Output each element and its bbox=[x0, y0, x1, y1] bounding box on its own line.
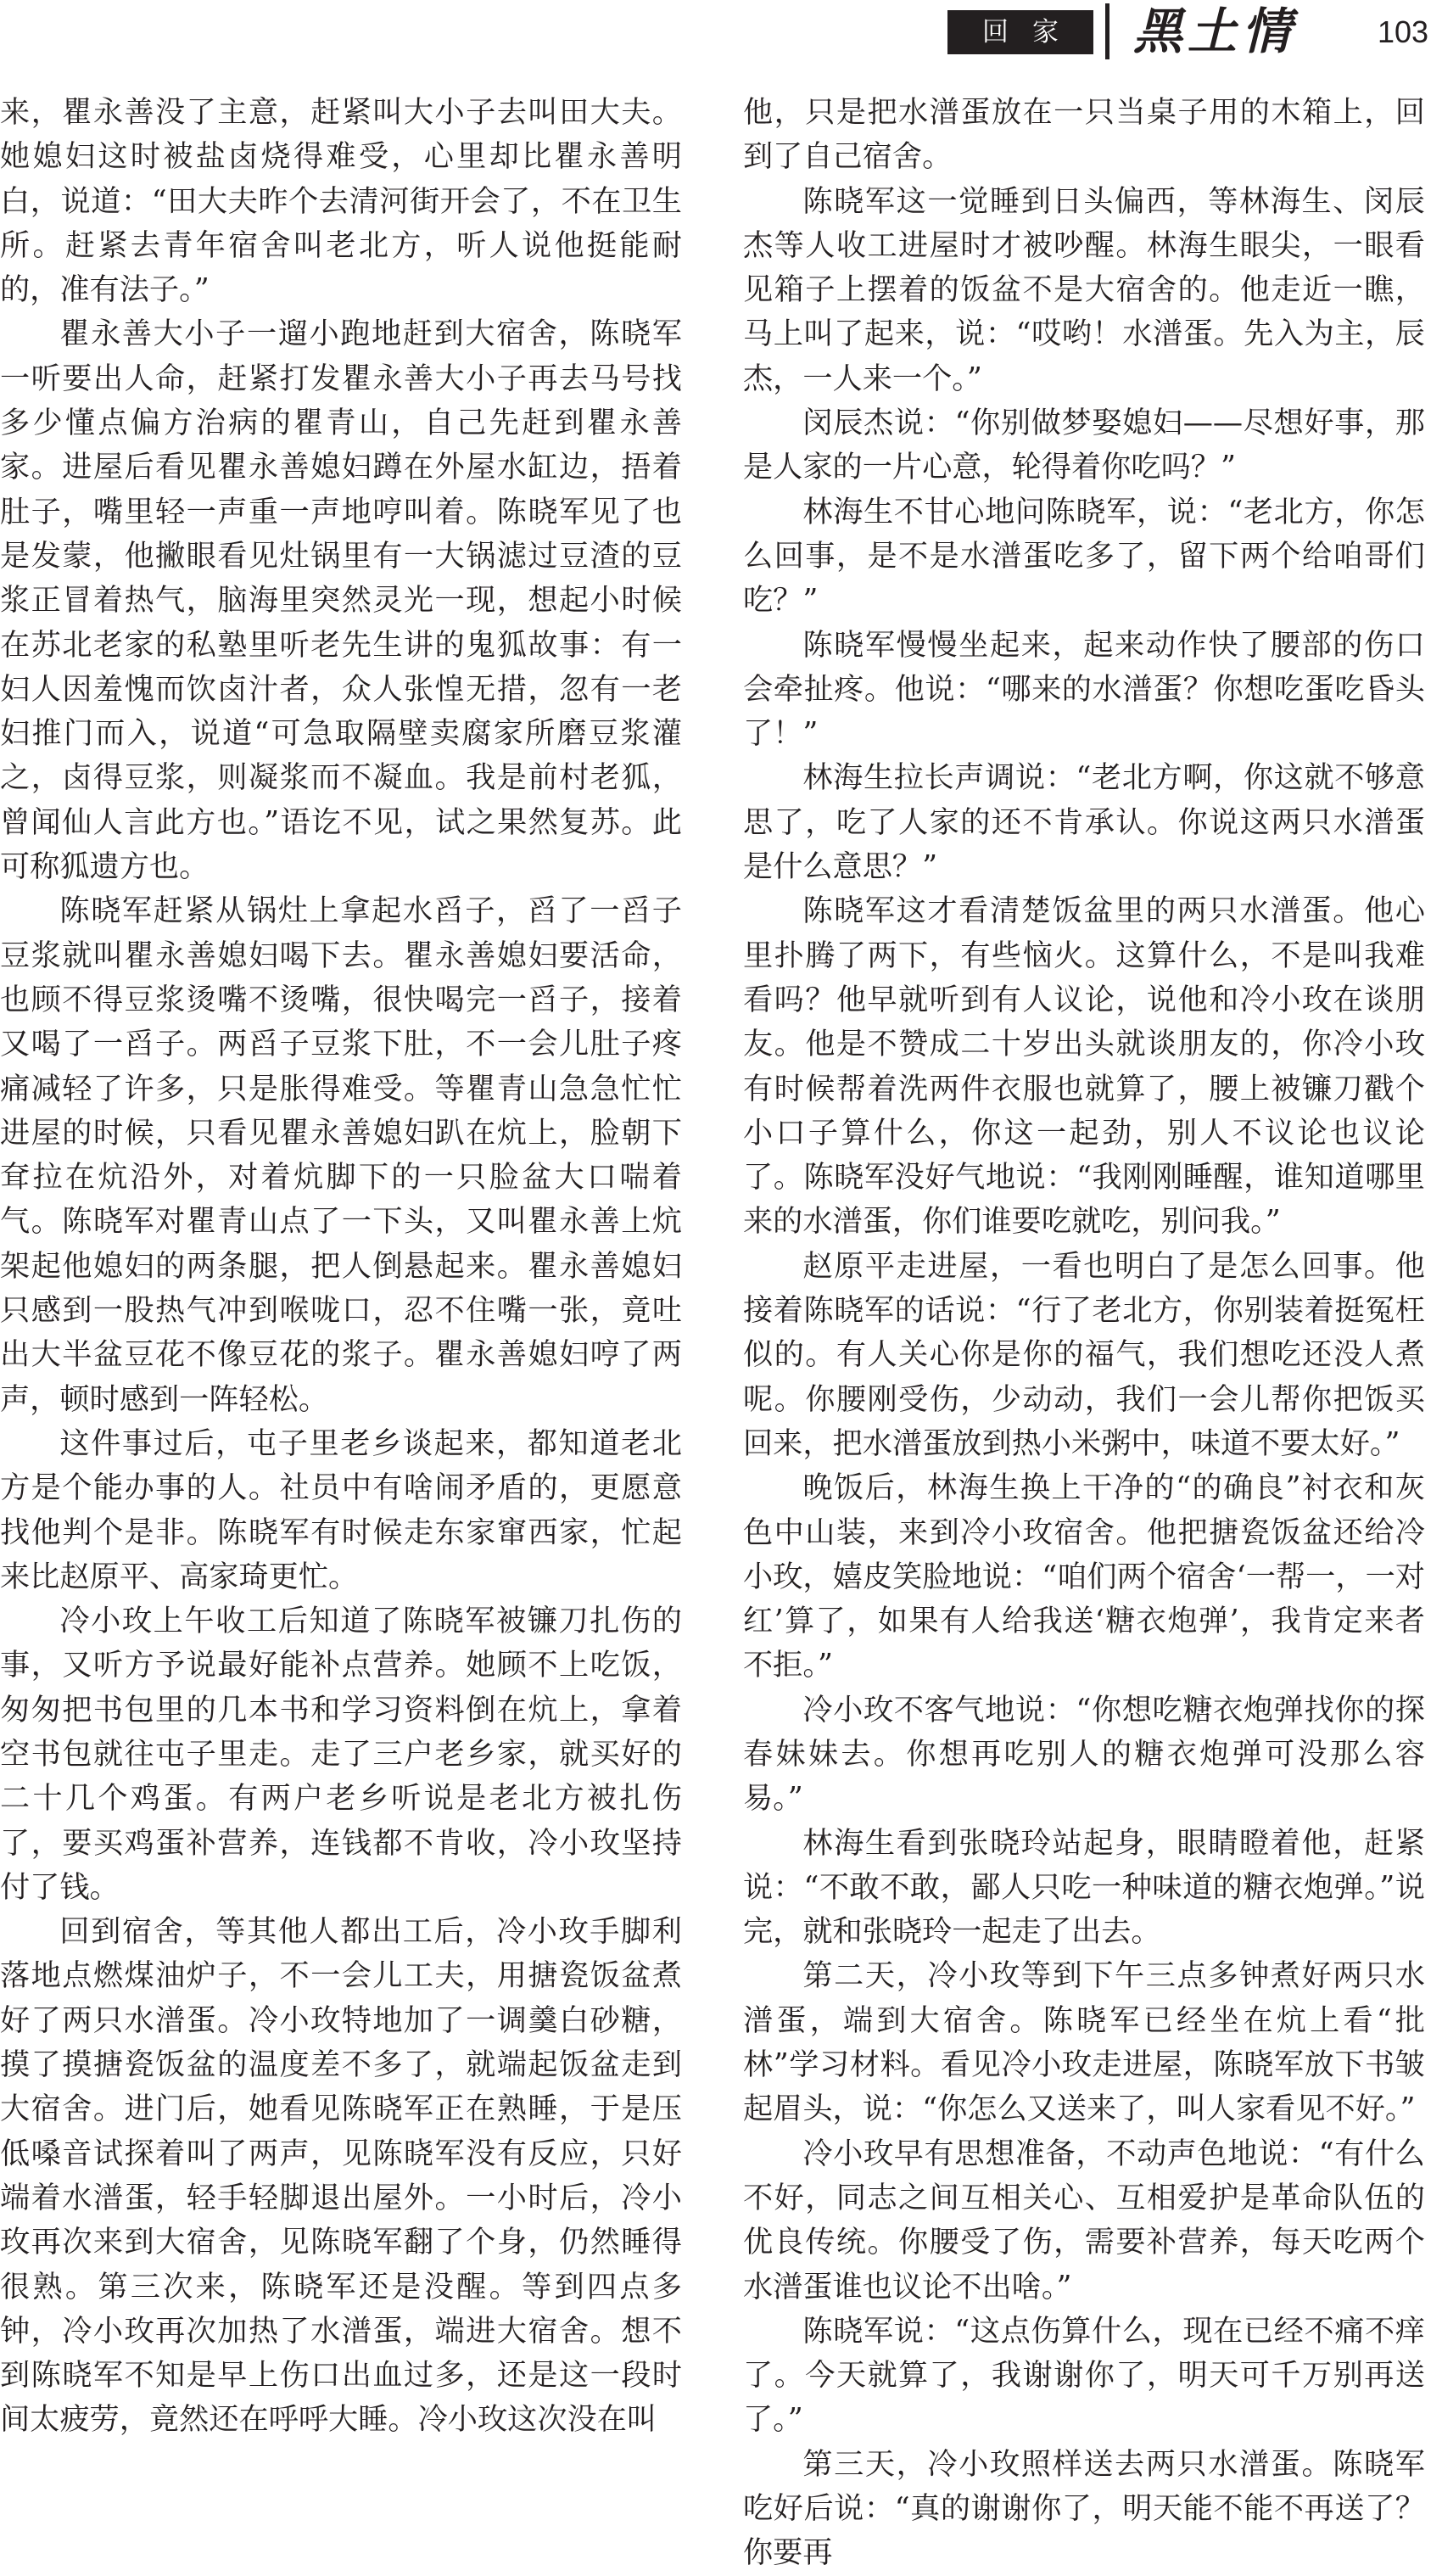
paragraph: 林海生拉长声调说：“老北方啊，你这就不够意思了，吃了人家的还不肯承认。你说这两只水潽蛋是什么意思？” bbox=[743, 760, 1425, 885]
paragraph: 晚饭后，林海生换上干净的“的确良”衬衣和灰色中山装，来到冷小玫宿舍。他把搪瓷饭盆还给冷小玫，嬉皮笑脸地说：“咱们两个宿舍‘一帮一，一对红’算了，如果有人给我送‘糖衣炮弹’，我肯定来者不拒。” bbox=[743, 1470, 1425, 1683]
paragraph: 闵辰杰说：“你别做梦娶媳妇——尽想好事，那是人家的一片心意，轮得着你吃吗？” bbox=[743, 406, 1425, 485]
paragraph: 冷小玫上午收工后知道了陈晓军被镰刀扎伤的事，又听方予说最好能补点营养。她顾不上吃饭，匆匆把书包里的几本书和学习资料倒在炕上，拿着空书包就往屯子里走。走了三户老乡家，就买好的二十几个鸡蛋。有两户老乡听说是老北方被扎伤了，要买鸡蛋补营养，连钱都不肯收，冷小玫坚持付了钱。 bbox=[0, 1604, 682, 1905]
paragraph: 陈晓军慢慢坐起来，起来动作快了腰部的伤口会牵扯疼。他说：“哪来的水潽蛋？你想吃蛋吃昏头了！” bbox=[743, 627, 1425, 752]
magazine-logo: 黑土情 bbox=[1133, 3, 1297, 60]
paragraph: 他，只是把水潽蛋放在一只当桌子用的木箱上，回到了自己宿舍。 bbox=[743, 95, 1425, 175]
paragraph: 赵原平走进屋，一看也明白了是怎么回事。他接着陈晓军的话说：“行了老北方，你别装着挺冤枉似的。有人关心你是你的福气，我们想吃还没人煮呢。你腰刚受伤，少动动，我们一会儿帮你把饭买回来，把水潽蛋放到热小米粥中，味道不要太好。” bbox=[743, 1248, 1425, 1461]
paragraph: 林海生看到张晓玲站起身，眼睛瞪着他，赶紧说：“不敢不敢，鄙人只吃一种味道的糖衣炮弹。”说完，就和张晓玲一起走了出去。 bbox=[743, 1825, 1425, 1950]
paragraph: 第三天，冷小玫照样送去两只水潽蛋。陈晓军吃好后说：“真的谢谢你了，明天能不能不再送了？你要再 bbox=[743, 2446, 1425, 2571]
page-header bbox=[0, 0, 1442, 68]
paragraph: 陈晓军这才看清楚饭盆里的两只水潽蛋。他心里扑腾了两下，有些恼火。这算什么，不是叫我难看吗？他早就听到有人议论，说他和冷小玫在谈朋友。他是不赞成二十岁出头就谈朋友的，你冷小玫有时候帮着洗两件衣服也就算了，腰上被镰刀戳个小口子算什么，你这一起劲，别人不议论也议论了。陈晓军没好气地说：“我刚刚睡醒，谁知道哪里来的水潽蛋，你们谁要吃就吃，别问我。” bbox=[743, 893, 1425, 1240]
page-number: 103 bbox=[1378, 14, 1429, 49]
paragraph: 回到宿舍，等其他人都出工后，冷小玫手脚利落地点燃煤油炉子，不一会儿工夫，用搪瓷饭盆煮好了两只水潽蛋。冷小玫特地加了一调羹白砂糖，摸了摸搪瓷饭盆的温度差不多了，就端起饭盆走到大宿舍。进门后，她看见陈晓军正在熟睡，于是压低嗓音试探着叫了两声，见陈晓军没有反应，只好端着水潽蛋，轻手轻脚退出屋外。一小时后，冷小玫再次来到大宿舍，见陈晓军翻了个身，仍然睡得很熟。第三次来，陈晓军还是没醒。等到四点多钟，冷小玫再次加热了水潽蛋，端进大宿舍。想不到陈晓军不知是早上伤口出血过多，还是这一段时间太疲劳，竟然还在呼呼大睡。冷小玫这次没在叫 bbox=[0, 1914, 682, 2438]
paragraph: 冷小玫不客气地说：“你想吃糖衣炮弹找你的探春妹妹去。你想再吃别人的糖衣炮弹可没那么容易。” bbox=[743, 1692, 1425, 1817]
paragraph: 陈晓军赶紧从锅灶上拿起水舀子，舀了一舀子豆浆就叫瞿永善媳妇喝下去。瞿永善媳妇要活命，也顾不得豆浆烫嘴不烫嘴，很快喝完一舀子，接着又喝了一舀子。两舀子豆浆下肚，不一会儿肚子疼痛减轻了许多，只是胀得难受。等瞿青山急急忙忙进屋的时候，只看见瞿永善媳妇趴在炕上，脸朝下耷拉在炕沿外，对着炕脚下的一只脸盆大口喘着气。陈晓军对瞿青山点了一下头，又叫瞿永善上炕架起他媳妇的两条腿，把人倒悬起来。瞿永善媳妇只感到一股热气冲到喉咙口，忍不住嘴一张，竟吐出大半盆豆花不像豆花的浆子。瞿永善媳妇哼了两声，顿时感到一阵轻松。 bbox=[0, 893, 682, 1417]
header-divider bbox=[1105, 3, 1109, 59]
left-text-column bbox=[0, 91, 682, 2438]
paragraph: 陈晓军这一觉睡到日头偏西，等林海生、闵辰杰等人收工进屋时才被吵醒。林海生眼尖，一眼看见箱子上摆着的饭盆不是大宿舍的。他走近一瞧，马上叫了起来，说：“哎哟！水潽蛋。先入为主，辰杰，一人来一个。” bbox=[743, 183, 1425, 396]
section-label: 回家 bbox=[947, 10, 1093, 54]
paragraph: 陈晓军说：“这点伤算什么，现在已经不痛不痒了。今天就算了，我谢谢你了，明天可千万别再送了。” bbox=[743, 2313, 1425, 2438]
paragraph: 冷小玫早有思想准备，不动声色地说：“有什么不好，同志之间互相关心、互相爱护是革命队伍的优良传统。你腰受了伤，需要补营养，每天吃两个水潽蛋谁也议论不出啥。” bbox=[743, 2136, 1425, 2304]
paragraph: 林海生不甘心地问陈晓军，说：“老北方，你怎么回事，是不是水潽蛋吃多了，留下两个给咱哥们吃？” bbox=[743, 494, 1425, 619]
paragraph: 瞿永善大小子一遛小跑地赶到大宿舍，陈晓军一听要出人命，赶紧打发瞿永善大小子再去马号找多少懂点偏方治病的瞿青山，自己先赶到瞿永善家。进屋后看见瞿永善媳妇蹲在外屋水缸边，捂着肚子，嘴里轻一声重一声地哼叫着。陈晓军见了也是发蒙，他撇眼看见灶锅里有一大锅滤过豆渣的豆浆正冒着热气，脑海里突然灵光一现，想起小时候在苏北老家的私塾里听老先生讲的鬼狐故事：有一妇人因羞愧而饮卤汁者，众人张惶无措，忽有一老妇推门而入，说道“可急取隔壁卖腐家所磨豆浆灌之，卤得豆浆，则凝浆而不凝血。我是前村老狐，曾闻仙人言此方也。”语讫不见，试之果然复苏。此可称狐遗方也。 bbox=[0, 316, 682, 885]
paragraph: 来，瞿永善没了主意，赶紧叫大小子去叫田大夫。她媳妇这时被盐卤烧得难受，心里却比瞿永善明白，说道：“田大夫昨个去清河街开会了，不在卫生所。赶紧去青年宿舍叫老北方，听人说他挺能耐的，准有法子。” bbox=[0, 95, 682, 308]
paragraph: 这件事过后，屯子里老乡谈起来，都知道老北方是个能办事的人。社员中有啥闹矛盾的，更愿意找他判个是非。陈晓军有时候走东家窜西家，忙起来比赵原平、高家琦更忙。 bbox=[0, 1425, 682, 1594]
paragraph: 第二天，冷小玫等到下午三点多钟煮好两只水潽蛋，端到大宿舍。陈晓军已经坐在炕上看“批林”学习材料。看见冷小玫走进屋，陈晓军放下书皱起眉头，说：“你怎么又送来了，叫人家看见不好。” bbox=[743, 1958, 1425, 2127]
right-text-column bbox=[743, 91, 1425, 2571]
